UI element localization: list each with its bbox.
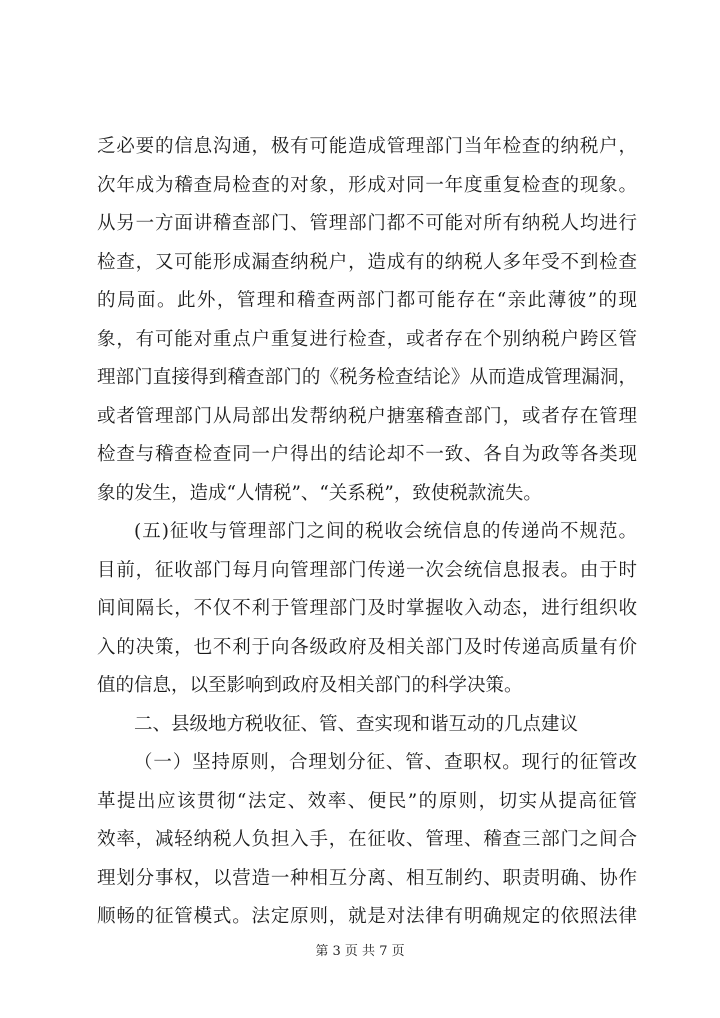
text-line: 象，有可能对重点户重复进行检查，或者存在个别纳税户跨区管 (97, 328, 637, 350)
body-text (97, 128, 637, 937)
text-line: 效率，减轻纳税人负担入手，在征收、管理、稽查三部门之间合 (97, 829, 637, 850)
text-line: 顺畅的征管模式。法定原则，就是对法律有明确规定的依照法律 (97, 906, 637, 927)
page-footer: 第 3 页 共 7 页 (315, 944, 405, 959)
text-line: 革提出应该贯彻“法定、效率、便民”的原则，切实从提高征管 (97, 790, 637, 812)
text-line: 象的发生，造成“人情税”、“关系税”，致使税款流失。 (97, 482, 542, 504)
paragraph (97, 513, 637, 706)
text-line: 或者管理部门从局部出发帮纳税户搪塞稽查部门，或者存在管理 (97, 405, 637, 427)
text-line: 理划分事权，以营造一种相互分离、相互制约、职责明确、协作 (97, 867, 637, 889)
paragraph (97, 744, 637, 937)
text-line: 目前，征收部门每月向管理部门传递一次会统信息报表。由于时 (97, 559, 637, 581)
text-line: 次年成为稽查局检查的对象，形成对同一年度重复检查的现象。 (97, 174, 637, 196)
text-line: 二、县级地方税收征、管、查实现和谐互动的几点建议 (134, 713, 579, 735)
text-line: （一）坚持原则，合理划分征、管、查职权。现行的征管改 (134, 752, 637, 773)
text-line: 入的决策，也不利于向各级政府及相关部门及时传递高质量有价 (97, 636, 637, 658)
text-line: 检查，又可能形成漏查纳税户，造成有的纳税人多年受不到检查 (97, 251, 637, 273)
text-line: 从另一方面讲稽查部门、管理部门都不可能对所有纳税人均进行 (97, 213, 637, 234)
text-line: 的局面。此外，管理和稽查两部门都可能存在“亲此薄彼”的现 (97, 290, 637, 311)
paragraph (97, 706, 637, 745)
text-line: 检查与稽查检查同一户得出的结论却不一致、各自为政等各类现 (97, 444, 637, 465)
text-line: 理部门直接得到稽查部门的《税务检查结论》从而造成管理漏洞， (97, 367, 637, 388)
paragraph (97, 128, 637, 513)
text-line: 乏必要的信息沟通，极有可能造成管理部门当年检查的纳税户， (97, 136, 637, 157)
text-line: 值的信息，以至影响到政府及相关部门的科学决策。 (97, 675, 523, 696)
text-line: 间间隔长，不仅不利于管理部门及时掌握收入动态，进行组织收 (97, 598, 637, 619)
text-line: (五)征收与管理部门之间的税收会统信息的传递尚不规范。 (134, 521, 637, 542)
